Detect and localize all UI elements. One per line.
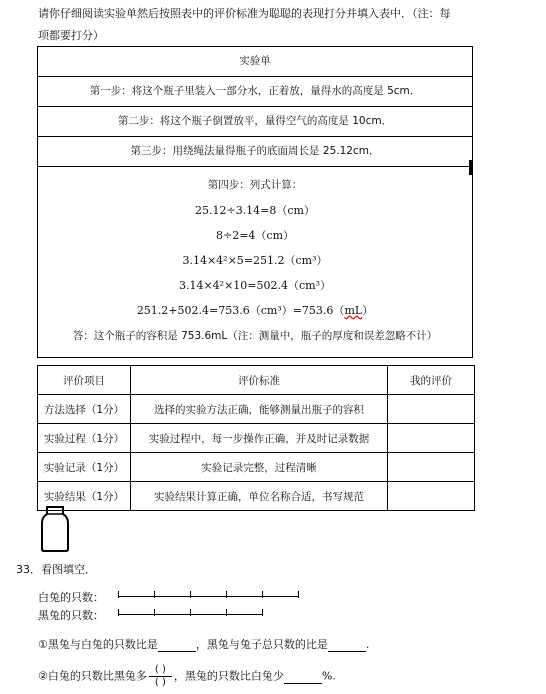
row-score-cell[interactable] bbox=[388, 453, 475, 482]
step-4-title: 第四步：列式计算： bbox=[207, 179, 303, 191]
question-33-part-1 bbox=[38, 636, 369, 652]
table-row bbox=[38, 395, 475, 424]
black-rabbit-label: 黑兔的只数： bbox=[38, 609, 104, 622]
row-criteria: 实验过程中，每一步操作正确，并及时记录数据 bbox=[131, 424, 388, 453]
instructions-line-2: 项都要打分） bbox=[38, 29, 104, 42]
segment-tick bbox=[298, 591, 299, 598]
calc-line: 3.14×4²×10=502.4（cm³） bbox=[178, 279, 332, 292]
calc-line-total bbox=[38, 298, 472, 323]
experiment-sheet bbox=[37, 46, 473, 358]
segment-tick bbox=[118, 609, 119, 616]
row-item: 方法选择（1分） bbox=[38, 395, 131, 424]
white-rabbit-segment-bar bbox=[118, 596, 298, 597]
calc-total-unit: mL bbox=[344, 304, 363, 317]
segment-tick bbox=[190, 591, 191, 598]
segment-tick bbox=[154, 591, 155, 598]
bottle-icon bbox=[40, 505, 70, 553]
black-rabbit-segment-bar bbox=[118, 614, 262, 615]
sheet-step-3: 第三步：用绕绳法量得瓶子的底面周长是 25.12cm． bbox=[38, 137, 472, 167]
q1-answer-blank-1[interactable] bbox=[158, 638, 196, 652]
q2-text-a: ②白兔的只数比黑兔多 bbox=[38, 669, 147, 683]
margin-marker bbox=[469, 160, 472, 175]
table-row bbox=[38, 424, 475, 453]
q1-answer-blank-2[interactable] bbox=[328, 638, 366, 652]
question-33-part-2 bbox=[38, 664, 336, 689]
calc-total-main: 251.2+502.4=753.6（cm³）=753.6（ bbox=[136, 304, 345, 317]
row-item: 实验记录（1分） bbox=[38, 453, 131, 482]
fraction-denominator[interactable]: ( ) bbox=[154, 677, 166, 688]
header-item: 评价项目 bbox=[38, 366, 131, 395]
segment-tick bbox=[118, 591, 119, 598]
row-item: 实验过程（1分） bbox=[38, 424, 131, 453]
evaluation-table bbox=[37, 365, 475, 511]
sheet-step-4 bbox=[38, 167, 472, 357]
black-rabbit-row bbox=[38, 607, 104, 623]
instructions bbox=[38, 3, 538, 47]
q1-text-c: . bbox=[365, 638, 370, 651]
header-criteria: 评价标准 bbox=[131, 366, 388, 395]
row-score-cell[interactable] bbox=[388, 424, 475, 453]
calc-total-end: ） bbox=[362, 304, 374, 317]
segment-tick bbox=[262, 591, 263, 598]
segment-tick bbox=[226, 591, 227, 598]
row-score-cell[interactable] bbox=[388, 482, 475, 511]
q2-answer-blank[interactable] bbox=[284, 670, 322, 684]
calc-line: 8÷2=4（cm） bbox=[215, 229, 295, 242]
sheet-step-2: 第二步：将这个瓶子倒置放平，量得空气的高度是 10cm． bbox=[38, 107, 472, 137]
q2-text-c: %. bbox=[321, 669, 336, 683]
segment-tick bbox=[262, 609, 263, 616]
q2-fraction-blank[interactable] bbox=[149, 664, 172, 689]
segment-tick bbox=[190, 609, 191, 616]
row-item: 实验结果（1分） bbox=[38, 482, 131, 511]
table-row bbox=[38, 482, 475, 511]
row-criteria: 实验结果计算正确，单位名称合适，书写规范 bbox=[131, 482, 388, 511]
q1-text-b: ，黑兔与兔子总只数的比是 bbox=[195, 638, 328, 651]
row-criteria: 实验记录完整，过程清晰 bbox=[131, 453, 388, 482]
fraction-numerator[interactable]: ( ) bbox=[149, 664, 172, 677]
row-criteria: 选择的实验方法正确，能够测量出瓶子的容积 bbox=[131, 395, 388, 424]
question-33-title: 33．看图填空． bbox=[16, 563, 96, 576]
q2-text-b: ，黑兔的只数比白兔少 bbox=[173, 669, 284, 683]
segment-tick bbox=[154, 609, 155, 616]
white-rabbit-label: 白兔的只数： bbox=[38, 591, 104, 604]
calc-line: 3.14×4²×5=251.2（cm³） bbox=[182, 254, 328, 267]
header-my-score: 我的评价 bbox=[388, 366, 475, 395]
q1-text-a: ①黑兔与白兔的只数比是 bbox=[38, 638, 158, 651]
calc-line: 25.12÷3.14=8（cm） bbox=[194, 204, 315, 217]
row-score-cell[interactable] bbox=[388, 395, 475, 424]
sheet-step-1: 第一步：将这个瓶子里装入一部分水，正着放，量得水的高度是 5cm． bbox=[38, 77, 472, 107]
sheet-title: 实验单 bbox=[38, 47, 472, 77]
table-row bbox=[38, 453, 475, 482]
white-rabbit-row bbox=[38, 589, 104, 605]
segment-tick bbox=[226, 609, 227, 616]
answer-line: 答：这个瓶子的容积是 753.6mL（注：测量中，瓶子的厚度和误差忽略不计） bbox=[72, 330, 438, 342]
instructions-line-1: 请你仔细阅读实验单然后按照表中的评价标准为聪聪的表现打分并填入表中．（注：每 bbox=[38, 7, 451, 20]
table-header-row bbox=[38, 366, 475, 395]
